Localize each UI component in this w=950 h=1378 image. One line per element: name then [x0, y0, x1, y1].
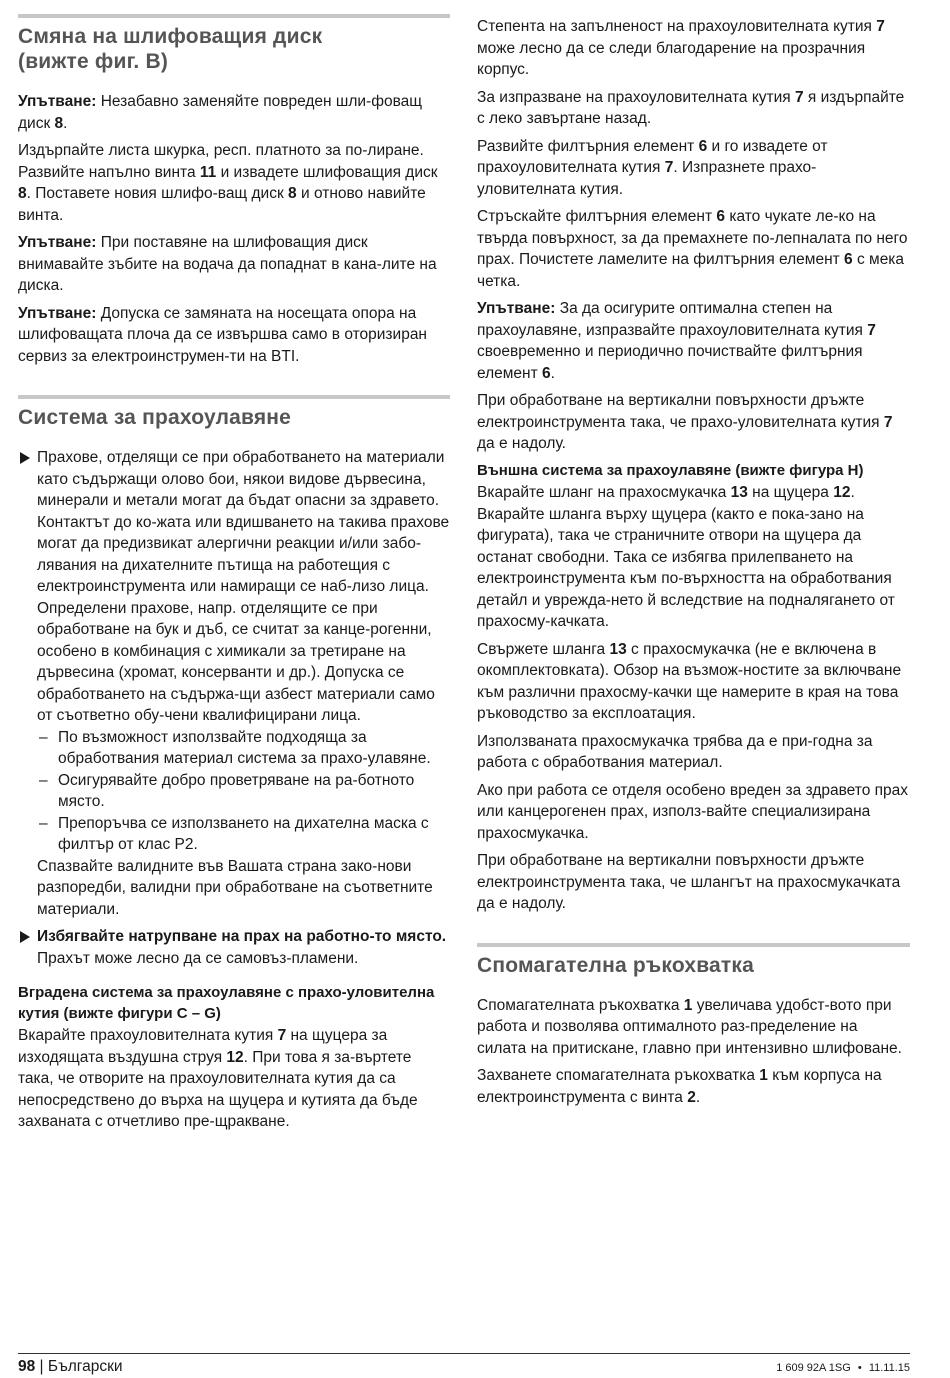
text: Вкарайте прахоуловителната кутия [18, 1027, 278, 1044]
subsection-title: Външна система за прахоулавяне (вижте фигура H) [477, 461, 864, 479]
paragraph: Определени прахове, напр. отделящите се при обработване на бук и дъб, се считат за канце-рогенни, особено в комбинация с химикали за третиране на дървесина (хромат, консерванти и др.). Допуска се обработването на съдържа-щи азбест материали само от съответно обу-чени квалифицирани лица. [37, 599, 435, 724]
paragraph [477, 16, 910, 81]
part-number: 6 [844, 251, 853, 268]
part-number: 7 [664, 159, 674, 176]
text: . [695, 1088, 701, 1106]
paragraph [477, 1065, 910, 1108]
text: По възможност използвайте подходяща за обработвания материал система за прахо-улавяне. [58, 728, 431, 767]
right-column [477, 16, 910, 1114]
paragraph: Ако при работа се отделя особено вреден за здравето прах или канцерогенен прах, използ-вайте специализирана прахосмукачка. [477, 781, 909, 842]
part-number: 11 [199, 163, 217, 181]
part-number: 8 [288, 185, 297, 202]
text: и отново навийте винта. [18, 185, 426, 224]
text: . [550, 364, 555, 382]
part-number: 6 [698, 137, 708, 155]
note-label: Упътване: [18, 234, 97, 251]
paragraph [18, 232, 450, 297]
text: увеличава удобст-вото при работа и позволява оптималното раз-пределение на силата на притискане, главно при интензивно шлифоване. [477, 996, 902, 1057]
footer-separator: | [35, 1358, 48, 1375]
text: на щуцера за изходящата въздушна струя [18, 1027, 388, 1066]
paragraph: При обработване на вертикални повърхности дръжте електроинструмента така, че шлангът на прахосмукачката да е надолу. [477, 852, 901, 912]
paragraph [477, 206, 910, 292]
dash-item [37, 727, 450, 770]
doc-date: 11.11.15 [868, 1362, 910, 1374]
left-column [18, 14, 450, 1139]
section-title-line2: (вижте фиг. B) [18, 50, 169, 73]
paragraph [477, 390, 910, 455]
text: Спомагателната ръкохватка [477, 996, 684, 1014]
dash-marker: – [39, 728, 48, 746]
paragraph [18, 140, 450, 226]
text: я издърпайте с леко завъртане назад. [477, 88, 905, 127]
text: За да осигурите оптимална степен на прахоулавяне, изпразвайте прахоуловителната кутия [477, 300, 868, 339]
triangle-bullet-icon [20, 931, 30, 943]
paragraph [477, 298, 910, 384]
part-number: 8 [54, 114, 64, 132]
paragraph [477, 136, 910, 201]
text: Развийте филтърния елемент [477, 137, 699, 155]
triangle-bullet-icon [20, 452, 30, 464]
part-number: 12 [833, 484, 851, 501]
note-label: Упътване: [477, 300, 556, 317]
part-number: 2 [687, 1088, 696, 1106]
footer-rule [18, 1353, 910, 1354]
paragraph [477, 482, 910, 633]
footer-page-info [18, 1357, 123, 1377]
part-number: 13 [609, 640, 627, 658]
section-heading-dust-extraction [18, 395, 450, 430]
paragraph: Спазвайте валидните във Вашата страна зако-нови разпоредби, валидни при обработване на съответните материали. [37, 857, 433, 918]
paragraph: Използваната прахосмукачка трябва да е при-годна за работа с обработвания материал. [477, 732, 873, 771]
dash-item [37, 813, 450, 856]
section-title [18, 24, 450, 74]
part-number: 6 [542, 364, 551, 382]
part-number: 8 [18, 185, 27, 202]
text: Незабавно заменяйте повреден шли-фоващ диск [18, 93, 423, 132]
paragraph [477, 87, 910, 130]
text: своевременно и периодично почиствайте филтърния елемент [477, 343, 863, 382]
note-label: Упътване: [18, 304, 97, 322]
section-heading-disc-change [18, 14, 450, 74]
note-label: Упътване: [18, 93, 97, 110]
text: . Изпразнете прахо-уловителната кутия. [477, 159, 817, 198]
text: да е надолу. [477, 435, 566, 452]
section-title-line1: Смяна на шлифоващия диск [18, 25, 323, 48]
text: Степента на запълненост на прахоуловителната кутия [477, 18, 877, 35]
paragraph [18, 91, 450, 134]
part-number: 13 [730, 484, 748, 501]
dash-marker: – [39, 814, 48, 832]
section-heading-auxiliary-handle [477, 943, 910, 978]
text: Стръскайте филтърния елемент [477, 208, 717, 225]
text: може лесно да се следи благодарение на прозрачния корпус. [477, 39, 866, 78]
footer-language: Български [47, 1358, 123, 1375]
text: . Поставете новия шлифо-ващ диск [26, 185, 289, 202]
doc-code: 1 609 92A 1SG [776, 1362, 851, 1374]
part-number: 7 [795, 88, 804, 106]
text: Свържете шланга [477, 640, 610, 658]
paragraph [18, 1025, 450, 1133]
text: на щуцера [747, 484, 834, 501]
text: Захванете спомагателната ръкохватка [477, 1067, 760, 1084]
text: Препоръчва се използването на дихателна маска с филтър от клас P2. [58, 814, 429, 853]
page-number: 98 [18, 1358, 36, 1375]
text: и извадете шлифоващия диск [216, 163, 438, 181]
part-number: 12 [226, 1048, 244, 1066]
part-number: 7 [883, 413, 893, 431]
part-number: 6 [716, 208, 726, 225]
section-title: Спомагателна ръкохватка [477, 953, 755, 977]
text: Вкарайте шланг на прахосмукачка [477, 484, 731, 501]
text: и го извадете от прахоуловителната кутия [477, 137, 828, 176]
text: Допуска се замяната на носещата опора на шлифоващата плоча да се извършва само в оторизиран сервиз за електроинструмен-ти на BTI. [18, 304, 427, 365]
text: Прахът може лесно да се самовъз-пламени. [37, 949, 359, 967]
bold-text: Избягвайте натрупване на прах на работно-то място. [37, 928, 447, 945]
footer-doc-info [776, 1360, 910, 1376]
text: към корпуса на електроинструмента с винта [477, 1067, 882, 1106]
paragraph [18, 303, 450, 368]
part-number: 1 [683, 996, 693, 1014]
text: като чукате ле-ко на твърда повърхност, за да премахнете по-лепналата по него прах. Почистете ламелите на филтърния елемент [477, 208, 908, 268]
section-title: Система за прахоулавяне [18, 406, 292, 429]
dash-item [37, 770, 450, 813]
part-number: 7 [277, 1027, 287, 1044]
part-number: 7 [876, 18, 885, 35]
part-number: 1 [759, 1067, 768, 1084]
warning-bullet [18, 926, 450, 969]
text: При обработване на вертикални повърхности дръжте електроинструмента така, че прахо-уловителната кутия [477, 392, 884, 431]
footer-bullet: • [857, 1362, 862, 1374]
warning-bullet [18, 447, 450, 920]
dash-marker: – [39, 771, 48, 789]
text: . [63, 114, 68, 132]
text: . При това я за-въртете така, че отворите на прахоуловителната кутия да са непосредствено до върха на щуцера и кутията да бъде захваната с отчетливо пре-щракване. [18, 1048, 418, 1130]
paragraph [37, 926, 450, 969]
subsection-title: Вградена система за прахоулавяне с прахо-уловителна кутия (вижте фигури C – G) [18, 984, 435, 1022]
text: Издърпайте листа шкурка, респ. платното за по-лиране. Развийте напълно винта [18, 142, 424, 181]
paragraph [477, 639, 910, 725]
part-number: 7 [867, 321, 876, 339]
text: Осигурявайте добро проветряване на ра-ботното място. [58, 771, 415, 810]
text: При поставяне на шлифоващия диск внимавайте зъбите на водача да попаднат в кана-лите на диска. [18, 234, 437, 294]
text: . Вкарайте шланга върху щуцера (както е пока-зано на фигурата), така че страничните отвори на щуцера да останат свободни. Така се избягва прилепването на електроинструмента към по-върхността на обработвания детайл и увреждa-нето й вследствие на подналягането от прахосму-качката. [477, 484, 895, 630]
text: с мека четка. [477, 251, 905, 290]
text: с прахосмукачка (не е включена в окомплектовката). Обзор на възмож-ностите за включване към различни прахосму-качки ще намерите в края на това ръководство за експлоатация. [477, 640, 902, 722]
paragraph: Прахове, отделящи се при обработването на материали като съдържащи олово бои, някои видове дървесина, минерали и метали могат да бъдат опасни за здравето. Контактът до ко-жата или вдишването на такива прахове могат да предизвикат алергични реакции и/или забо-лявания на дихателните пътища на работещия с електроинструмента или намиращи се наб-лизо лица. [37, 449, 450, 595]
paragraph [477, 995, 910, 1060]
text: За изпразване на прахоуловителната кутия [477, 88, 795, 106]
